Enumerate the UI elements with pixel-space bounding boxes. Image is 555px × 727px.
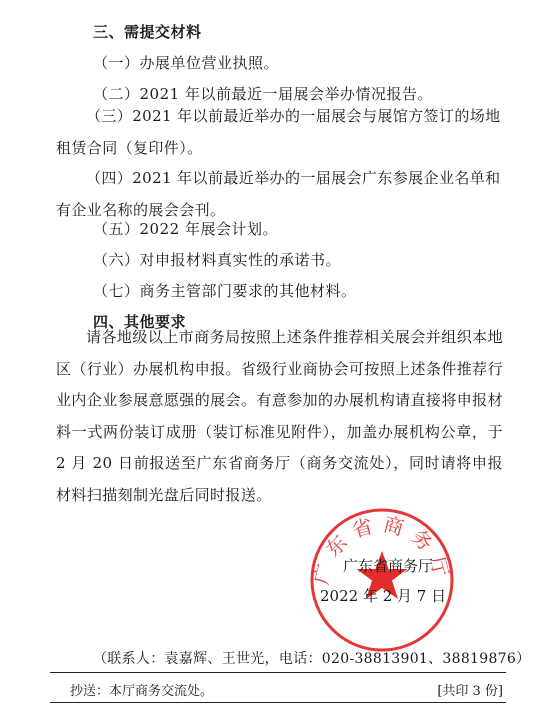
section4-paragraph: 请各地级以上市商务局按照上述条件推荐相关展会并组织本地区（行业）办展机构申报。省级行业商协会可按照上述条件推荐行业内企业参展意愿强的展会。有意参加的办展机构请直接将申报材料一式两份装订成册（装订标准见附件），加盖办展机构公章，于 2 月 20 日前报送至广东省商务厅（商务交流处），同时请将申报材料扫描刻制光盘后同时报送。	[56, 328, 503, 504]
list-item: （二）2021 年以前最近一届展会举办情况报告。	[93, 85, 433, 103]
list-item: （一）办展单位营业执照。	[93, 54, 280, 72]
list-item: （七）商务主管部门要求的其他材料。	[93, 282, 357, 300]
signature-date: 2022 年 2 月 7 日	[320, 587, 447, 605]
section3-heading: 三、需提交材料	[93, 23, 202, 41]
list-item: （三）2021 年以前最近举办的一届展会与展馆方签订的场地租赁合同（复印件）。	[56, 107, 501, 157]
divider	[50, 702, 506, 703]
list-item: （四）2021 年以前最近举办的一届展会广东参展企业名单和有企业名称的展会会刊。	[56, 169, 501, 219]
official-seal-icon	[307, 505, 457, 655]
copies-count: [共印 3 份]	[437, 684, 503, 699]
section4-heading: 四、其他要求	[93, 313, 187, 331]
cc-line: 抄送：本厅商务交流处。	[70, 684, 214, 699]
seal-arc-text: 广东省商务厅	[308, 511, 456, 587]
signature-org: 广东省商务厅	[343, 557, 434, 575]
list-item: （六）对申报材料真实性的承诺书。	[93, 251, 342, 269]
divider	[50, 672, 506, 673]
list-item: （五）2022 年展会计划。	[93, 220, 278, 238]
contact-line: （联系人：袁嘉辉、王世光，电话：020-38813901、38819876）	[93, 651, 531, 667]
